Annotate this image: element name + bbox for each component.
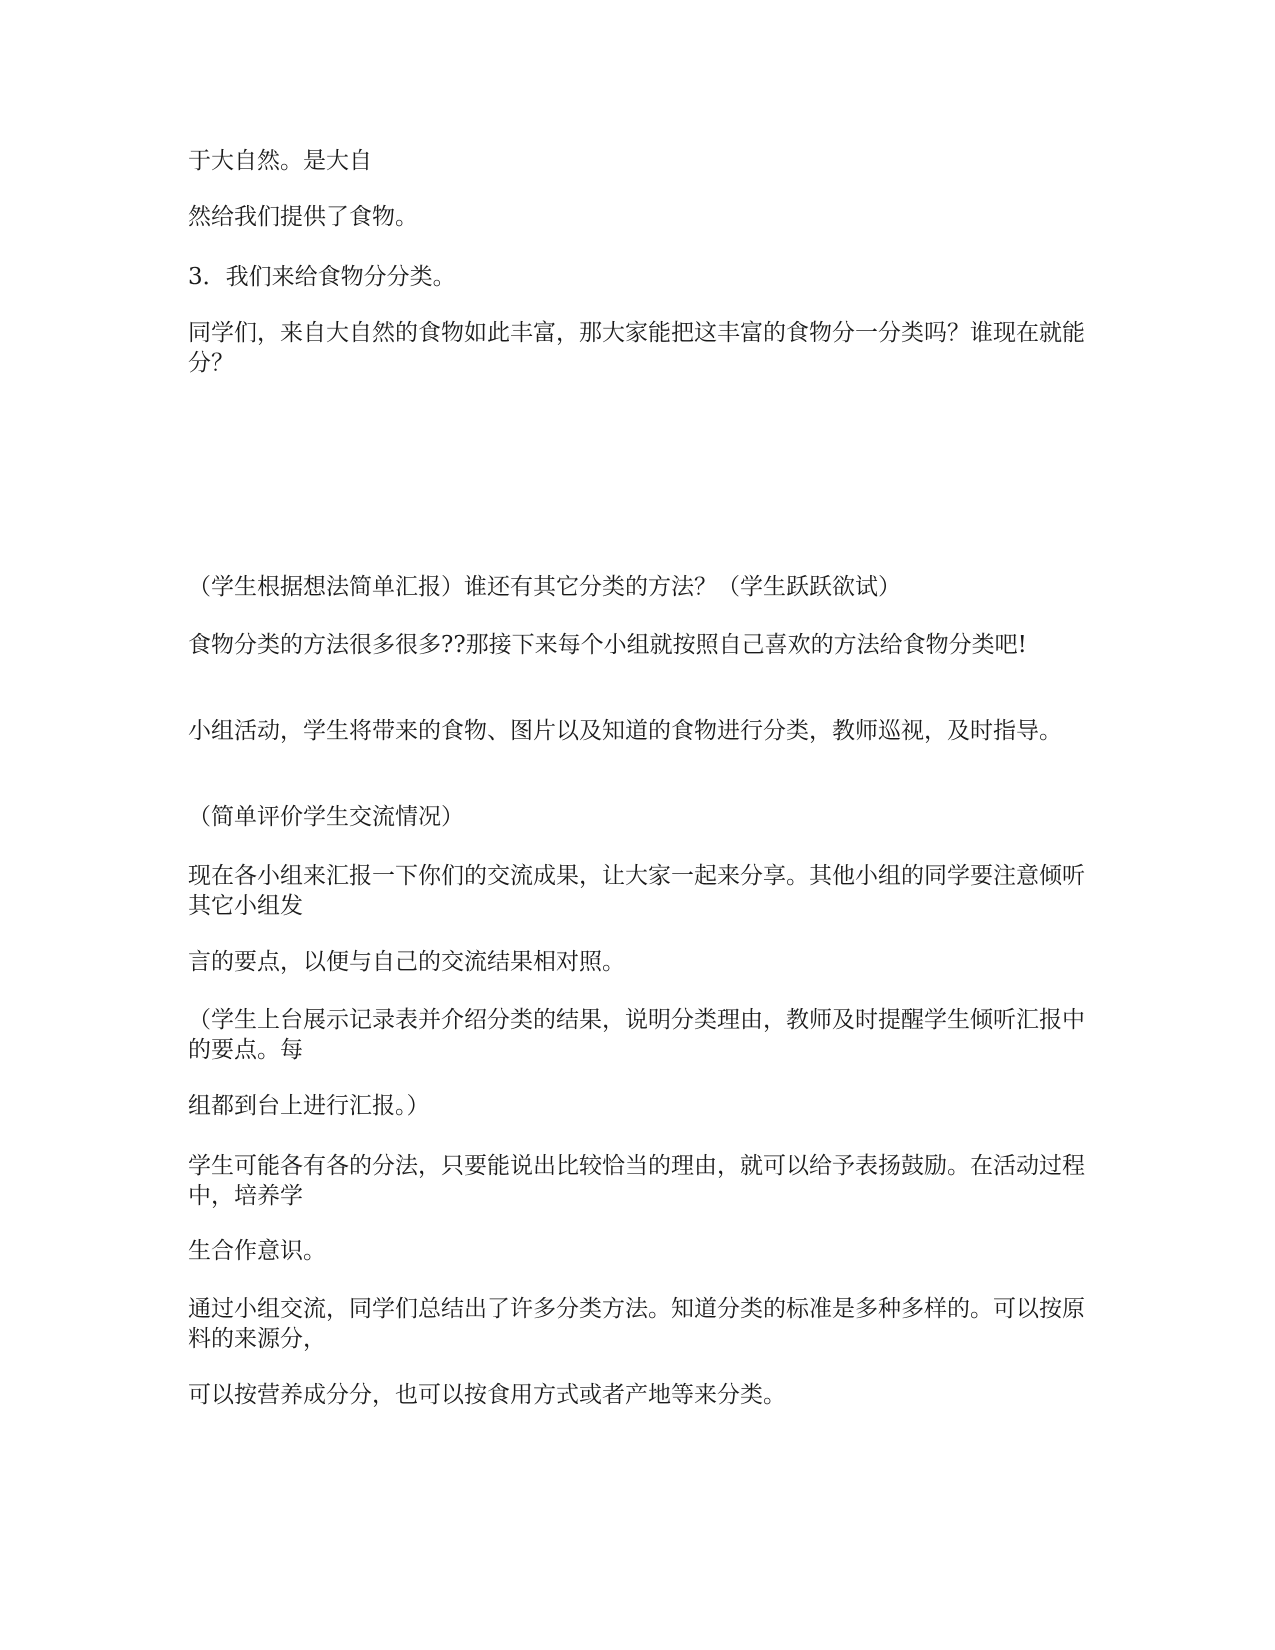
paragraph-4: 同学们，来自大自然的食物如此丰富，那大家能把这丰富的食物分一分类吗？谁现在就能分？ (188, 320, 1085, 376)
paragraph-6: 食物分类的方法很多很多??那接下来每个小组就按照自己喜欢的方法给食物分类吧! (188, 632, 1027, 658)
paragraph-10: 言的要点，以便与自己的交流结果相对照。 (188, 949, 625, 975)
paragraph-5: （学生根据想法简单汇报）谁还有其它分类的方法？（学生跃跃欲试） (188, 574, 901, 600)
paragraph-1: 于大自然。是大自 (188, 148, 372, 174)
paragraph-16: 可以按营养成分分，也可以按食用方式或者产地等来分类。 (188, 1382, 786, 1408)
paragraph-14: 生合作意识。 (188, 1238, 326, 1264)
paragraph-12: 组都到台上进行汇报。） (188, 1093, 430, 1119)
paragraph-9: 现在各小组来汇报一下你们的交流成果，让大家一起来分享。其他小组的同学要注意倾听其它小组发 (188, 863, 1085, 919)
paragraph-7: 小组活动，学生将带来的食物、图片以及知道的食物进行分类，教师巡视，及时指导。 (188, 718, 1062, 744)
paragraph-13: 学生可能各有各的分法，只要能说出比较恰当的理由，就可以给予表扬鼓励。在活动过程中，培养学 (188, 1153, 1085, 1209)
paragraph-3: 3．我们来给食物分分类。 (188, 264, 456, 290)
paragraph-11: （学生上台展示记录表并介绍分类的结果，说明分类理由，教师及时提醒学生倾听汇报中的要点。每 (188, 1007, 1085, 1063)
paragraph-2: 然给我们提供了食物。 (188, 204, 418, 230)
paragraph-15: 通过小组交流，同学们总结出了许多分类方法。知道分类的标准是多种多样的。可以按原料的来源分， (188, 1296, 1085, 1352)
paragraph-8: （简单评价学生交流情况） (188, 804, 464, 830)
